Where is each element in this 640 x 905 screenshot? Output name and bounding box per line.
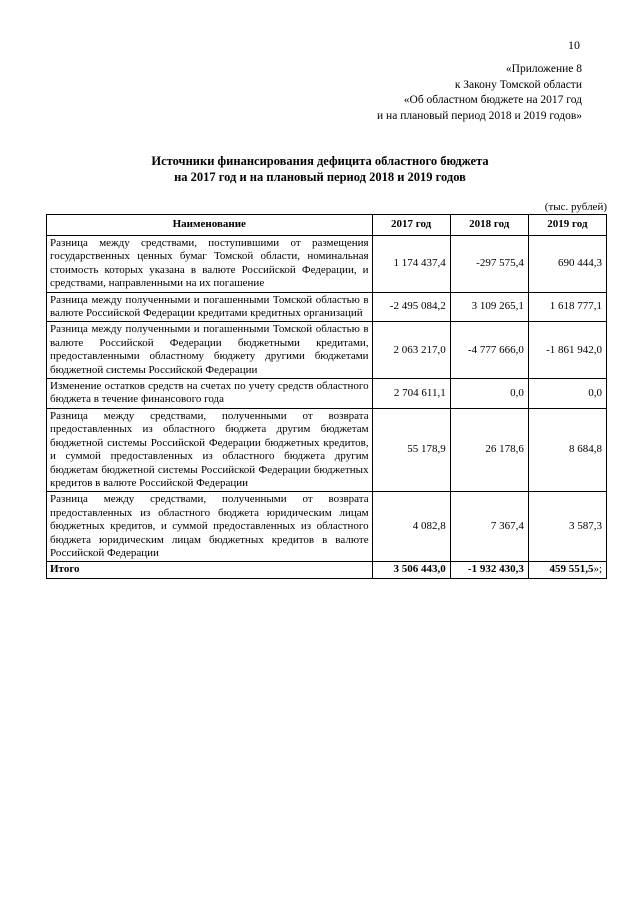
row-value-2017: 4 082,8	[372, 492, 450, 562]
appendix-line: к Закону Томской области	[454, 78, 582, 91]
row-name: Разница между полученными и погашенными Томской областью в валюте Российской Федерации бюджетными кредитами, предоставленными областному бюджету другими бюджетами бюджетной системы Российской Федерации	[47, 322, 373, 379]
title-line-2: на 2017 год и на плановый период 2018 и 2019 годов	[174, 170, 466, 184]
row-value-2019: 8 684,8	[528, 408, 606, 491]
header-2019: 2019 год	[528, 215, 606, 236]
header-2017: 2017 год	[372, 215, 450, 236]
document-title	[60, 153, 580, 185]
total-label: Итого	[47, 562, 373, 578]
row-name: Изменение остатков средств на счетах по учету средств областного бюджета в течение финансового года	[47, 379, 373, 409]
units-label: (тыс. рублей)	[544, 201, 607, 213]
row-value-2019: 3 587,3	[528, 492, 606, 562]
row-value-2019: 690 444,3	[528, 236, 606, 293]
table-row	[47, 492, 607, 562]
row-value-2018: 3 109 265,1	[450, 292, 528, 322]
table-row	[47, 379, 607, 409]
table-row	[47, 292, 607, 322]
row-name: Разница между средствами, поступившими от размещения государственных ценных бумаг Томской области, номинальная стоимость которых указана в валюте Российской Федерации, и средствами, направленными на их погашение	[47, 236, 373, 293]
total-value-2019-number: 459 551,5	[549, 563, 594, 576]
financing-sources-table	[46, 214, 607, 579]
row-value-2018: -4 777 666,0	[450, 322, 528, 379]
row-value-2017: 2 063 217,0	[372, 322, 450, 379]
total-value-2017: 3 506 443,0	[372, 562, 450, 578]
table-row	[47, 236, 607, 293]
table-header-row	[47, 215, 607, 236]
total-row	[47, 562, 607, 578]
row-value-2018: -297 575,4	[450, 236, 528, 293]
appendix-line: «Об областном бюджете на 2017 год	[403, 94, 582, 106]
row-value-2017: 1 174 437,4	[372, 236, 450, 293]
header-name: Наименование	[47, 215, 373, 236]
row-value-2018: 26 178,6	[450, 408, 528, 491]
appendix-line: и на плановый период 2018 и 2019 годов»	[377, 109, 582, 122]
header-2018: 2018 год	[450, 215, 528, 236]
closing-quote: »;	[593, 563, 602, 576]
table-row	[47, 322, 607, 379]
row-value-2017: -2 495 084,2	[372, 292, 450, 322]
row-name: Разница между средствами, полученными от возврата предоставленных из областного бюджета юридическим лицам бюджетных кредитов, и суммой предоставленных из областного бюджета юридическим лицам бюджетных кредитов в валюте Российской Федерации	[47, 492, 373, 562]
row-value-2019: -1 861 942,0	[528, 322, 606, 379]
row-value-2018: 0,0	[450, 379, 528, 409]
total-value-2019	[528, 562, 606, 578]
page-number: 10	[568, 38, 580, 52]
row-value-2019: 1 618 777,1	[528, 292, 606, 322]
row-value-2017: 55 178,9	[372, 408, 450, 491]
row-value-2017: 2 704 611,1	[372, 379, 450, 409]
row-name: Разница между средствами, полученными от возврата предоставленных из областного бюджета другим бюджетам бюджетной системы Российской Федерации бюджетных кредитов, и суммой предоставленных из областного бюджета другим бюджетам бюджетной системы Российской Федерации бюджетных кредитов в валюте Российской Федерации	[47, 408, 373, 491]
appendix-reference	[377, 62, 582, 124]
row-name: Разница между полученными и погашенными Томской областью в валюте Российской Федерации кредитами кредитных организаций	[47, 292, 373, 322]
title-line-1: Источники финансирования дефицита областного бюджета	[151, 154, 489, 168]
total-value-2018: -1 932 430,3	[450, 562, 528, 578]
row-value-2019: 0,0	[528, 379, 606, 409]
row-value-2018: 7 367,4	[450, 492, 528, 562]
appendix-line: «Приложение 8	[505, 63, 582, 75]
table-row	[47, 408, 607, 491]
